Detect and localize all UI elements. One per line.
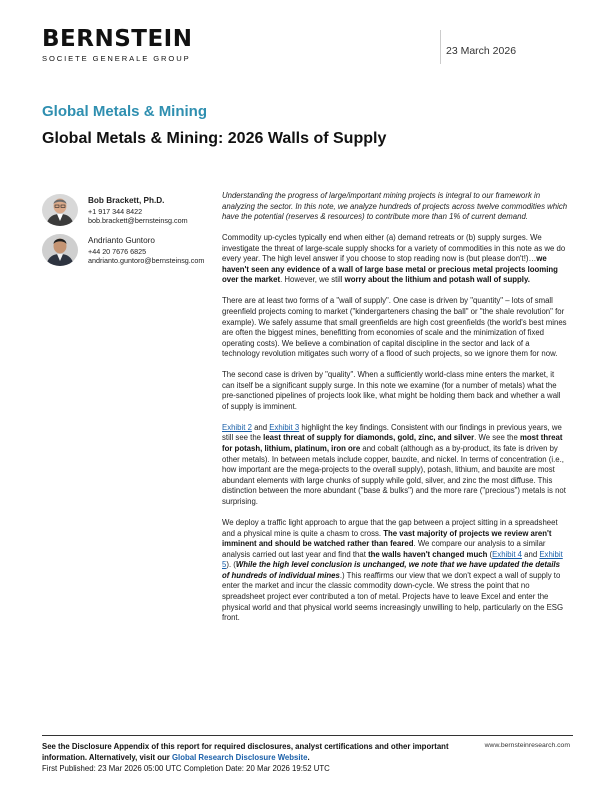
disclosure-website-link[interactable]: Global Research Disclosure Website xyxy=(171,753,308,762)
bernstein-logo xyxy=(42,27,192,63)
analyst-email[interactable]: bob.brackett@bernsteinsg.com xyxy=(88,216,188,226)
website-url[interactable]: www.bernsteinresearch.com xyxy=(484,742,570,749)
analyst-photo xyxy=(42,234,78,266)
footer-divider xyxy=(42,735,573,736)
exhibit-4-link[interactable]: Exhibit 4 xyxy=(492,549,523,559)
analyst-card xyxy=(42,234,204,266)
report-title: Global Metals & Mining: 2026 Walls of Supply xyxy=(42,130,387,147)
body-paragraph: We deploy a traffic light approach to argue that the gap between a project sitting in a spreadsheet and a physical mine is quite a chasm to cross. The vast majority of projects we review aren't imminent and should be watched rather than feared. We compare our analysis to a similar analysis carried out last year and find that the walls haven't changed much (Exhibit 4 and Exhibit 5). (While the high level conclusion is unchanged, we note that we have updated the details of hundreds of individual mines.) This reaffirms our view that we don't expect a wall of supply to enter the market and incur the classic commodity down-cycle. We stress the point that no spreadsheet project ever contributed a ton of metal. Projects have to leave Excel and enter the physical world and that physical world seems increasingly unwilling to help, particularly on the ESG front. xyxy=(222,517,564,623)
analyst-phone: +44 20 7676 6825 xyxy=(88,246,147,256)
exhibit-3-link[interactable]: Exhibit 3 xyxy=(269,422,300,432)
analyst-card xyxy=(42,194,188,226)
analyst-name: Bob Brackett, Ph.D. xyxy=(88,196,165,205)
exhibit-2-link[interactable]: Exhibit 2 xyxy=(222,422,252,432)
report-body xyxy=(222,191,568,634)
section-label: Global Metals & Mining xyxy=(42,103,208,120)
body-paragraph: There are at least two forms of a "wall of supply". One case is driven by "quantity" – lots of small greenfield projects coming to market ("kindergarteners chasing the ball" or "the shale revolution" for example). We safely assume that small greenfields are high cost greenfields (the world's best mines are often the biggest mines, benefitting from economies of scale and the minimization of fixed operating costs). We believe a combination of capital discipline in the sector and lack of a technology revolution mitigates such worry of a flood of such projects, so we ignore them for now. xyxy=(222,296,567,359)
publication-dates: First Published: 23 Mar 2026 05:00 UTC Completion Date: 20 Mar 2026 19:52 UTC xyxy=(42,764,330,773)
exhibit-5-link[interactable]: Exhibit 5 xyxy=(222,549,563,570)
intro-paragraph: Understanding the progress of large/important mining projects is integral to our framework in analyzing the sector. In this note, we analyze hundreds of projects across twelve commodities which have the potential (reserves & resources) to contribute more than 1% of current demand. xyxy=(222,191,568,222)
report-date: 23 March 2026 xyxy=(446,45,517,57)
logo-subtitle: SOCIETE GENERALE GROUP xyxy=(42,54,191,63)
analyst-name: Andrianto Guntoro xyxy=(88,236,155,245)
body-paragraph: Exhibit 2 and Exhibit 3 highlight the key findings. Consistent with our findings in previous years, we still see the least threat of supply for diamonds, gold, zinc, and silver. We see the most threat for potash, lithium, platinum, iron ore and cobalt (although as a by-product, its fate is driven by other metals). In between metals include copper, bauxite, and nickel. In terms of concentration (i.e., how important are the mega-projects to the overall supply), potash, lithium, and bauxite are most abundant elements with large chunks of supply while gold, silver, and zinc the most diffuse. This distinction between the more abundant ("base & bulks") and the more rare ("precious") metals is not surprising. xyxy=(222,422,566,507)
logo-wordmark: BERNSTEIN xyxy=(42,26,193,52)
body-paragraph: The second case is driven by "quality". When a sufficiently world-class mine enters the market, it can itself be a significant supply surge. In this note we examine (for a number of metals) what the pre-sanctioned pipelines of projects look like, what might be holding them back and whether a wall of supply is imminent. xyxy=(222,370,561,411)
analyst-photo xyxy=(42,194,78,226)
analyst-email[interactable]: andrianto.guntoro@bernsteinsg.com xyxy=(88,256,205,266)
body-paragraph: Commodity up-cycles typically end when either (a) demand retreats or (b) supply surges. We investigate the threat of large-scale supply shocks for a variety of commodities in this note as we do every year. The high level answer if you choose to stop reading now is (but please don't!)…we haven't seen any evidence of a wall of large base metal or precious metal projects looming over the market. However, we still worry about the lithium and potash wall of supply. xyxy=(222,233,566,285)
header-divider xyxy=(440,30,441,64)
disclosure-footer: See the Disclosure Appendix of this report for required disclosures, analyst certifications and other important information. Alternatively, visit our Global Research Disclosure Website. First Published: 23 Mar 2026 05:00 UTC Completion Date: 20 Mar 2026 19:52 UTC xyxy=(42,741,462,774)
analyst-phone: +1 917 344 8422 xyxy=(88,206,143,216)
